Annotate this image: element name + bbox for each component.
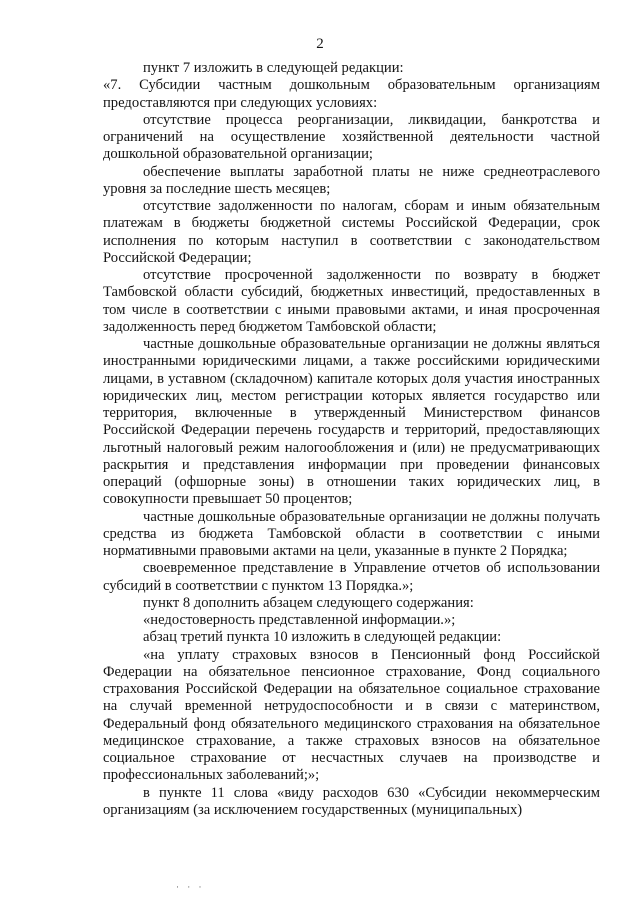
paragraph-condition-salary: обеспечение выплаты заработной платы не ниже среднеотраслевого уровня за последние шесть месяцев;	[103, 163, 600, 197]
paragraph-condition-no-reorganization: отсутствие процесса реорганизации, ликвидации, банкротства и ограничений на осуществление хозяйственной деятельности частной дошкольной образовательной организации;	[103, 111, 600, 163]
paragraph-item-10-amendment: абзац третий пункта 10 изложить в следующей редакции:	[143, 629, 502, 646]
document-body	[103, 60, 600, 819]
paragraph-condition-no-overdue-debt: отсутствие просроченной задолженности по возврату в бюджет Тамбовской области субсидий, бюджетных инвестиций, предоставленных в том числе в соответствии с иными правовыми актами, и иная просроченная задолженность перед бюджетом Тамбовской области;	[103, 267, 600, 335]
page-number: 2	[316, 36, 324, 52]
scan-mark: · · ·	[176, 882, 205, 892]
paragraph-item-10-text: «на уплату страховых взносов в Пенсионный фонд Российской Федерации на обязательное пенсионное страхование, Фонд социального страхования Российской Федерации на обязательное социальное страхование на случай временной нетрудоспособности и в связи с материнством, Федеральный фонд обязательного медицинского страхования на обязательное медицинское страхование, а также страховых взносов на обязательное социальное страхование от несчастных случаев на производстве и профессиональных заболеваний;»;	[103, 646, 600, 784]
paragraph-item-11-amendment: в пункте 11 слова «виду расходов 630 «Субсидии некоммерческим организациям (за исключением государственных (муниципальных)	[103, 784, 600, 818]
paragraph-condition-no-other-funds: частные дошкольные образовательные организации не должны получать средства из бюджета Тамбовской области в соответствии с иными нормативными правовыми актами на цели, указанные в пункте 2 Порядка;	[103, 508, 600, 559]
paragraph-condition-not-foreign: частные дошкольные образовательные организации не должны являться иностранными юридическими лицами, а также российскими юридическими лицами, в уставном (складочном) капитале которых доля участия иностранных юридических лиц, местом регистрации которых является государство или территория, включенные в утвержденный Министерством финансов Российской Федерации перечень государств и территорий, предоставляющих льготный налоговый режим налогообложения и (или) не предусматривающих раскрытия и представления информации при проведении финансовых операций (офшорные зоны) в отношении таких юридических лиц, в совокупности превышает 50 процентов;	[103, 336, 600, 508]
paragraph-condition-no-tax-debt: отсутствие задолженности по налогам, сборам и иным обязательным платежам в бюджеты бюджетной системы Российской Федерации, срок исполнения по которым наступил в соответствии с законодательством Российской Федерации;	[103, 198, 600, 266]
paragraph-item-8-text: «недостоверность представленной информации.»;	[143, 612, 456, 628]
paragraph-item-7-intro: пункт 7 изложить в следующей редакции:	[143, 60, 404, 76]
paragraph-item-8-amendment: пункт 8 дополнить абзацем следующего содержания:	[143, 594, 474, 611]
paragraph-item-7-heading: «7. Субсидии частным дошкольным образовательным организациям предоставляются при следующих условиях:	[103, 77, 600, 111]
paragraph-condition-reporting: своевременное представление в Управление отчетов об использовании субсидий в соответствии с пунктом 13 Порядка.»;	[103, 560, 600, 594]
